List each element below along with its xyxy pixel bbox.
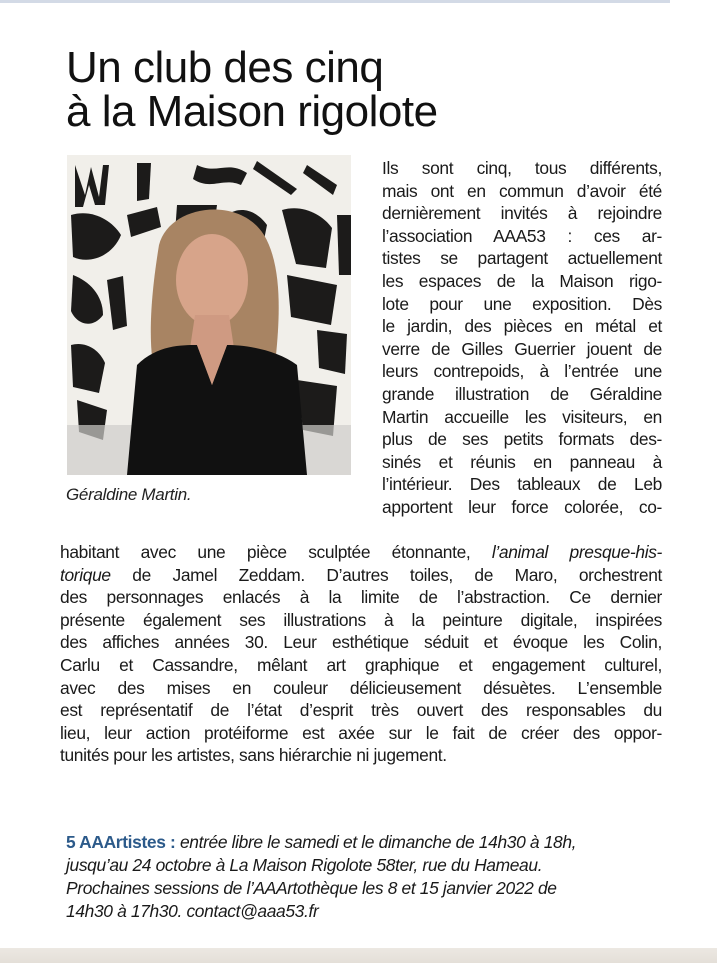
body-line: présente également ses illustrations à la peinture digitale, inspirées (60, 609, 662, 630)
body-line: Martin accueille les visiteurs, en (382, 406, 662, 427)
body-line: tistes se partagent actuellement (382, 248, 662, 269)
info-line-contact: 14h30 à 17h30. contact@aaa53.fr (66, 901, 319, 921)
body-line: Ils sont cinq, tous différents, (382, 158, 662, 178)
event-info (66, 831, 686, 923)
photo-caption: Géraldine Martin. (66, 485, 192, 504)
body-line: est représentatif de l’état d’esprit très ouvert des responsables du (60, 700, 662, 721)
body-line: l’intérieur. Des tableaux de Leb (382, 474, 662, 495)
body-line: avec des mises en couleur délicieusement désuètes. L’ensemble (60, 677, 662, 698)
body-line: les espaces de la Maison rigo- (382, 270, 662, 291)
body-line: verre de Gilles Guerrier jouent de (382, 338, 662, 359)
body-line: mais ont en commun d’avoir été (382, 180, 662, 201)
portrait-illustration (67, 155, 351, 475)
body-line: dernièrement invités à rejoindre (382, 203, 662, 224)
body-line: des affiches années 30. Leur esthétique séduit et évoque les Colin, (60, 632, 662, 653)
body-line: tunités pour les artistes, sans hiérarchie ni jugement. (60, 745, 447, 766)
body-text-segment: habitant avec une pièce sculptée étonnante, (60, 542, 492, 562)
artwork-title: l’animal presque-his- (491, 542, 662, 562)
top-rule (0, 0, 670, 3)
body-line (60, 564, 662, 587)
article-body-full (60, 541, 662, 767)
body-line: Carlu et Cassandre, mêlant art graphique et engagement culturel, (60, 654, 662, 675)
body-line: grande illustration de Géraldine (382, 383, 662, 404)
body-line: lote pour une exposition. Dès (382, 293, 662, 314)
info-line: Prochaines sessions de l’AAArtothèque les 8 et 15 janvier 2022 de (66, 878, 557, 898)
info-lead: 5 AAArtistes : (66, 832, 176, 852)
body-line: plus de ses petits formats des- (382, 429, 662, 450)
body-line: sinés et réunis en panneau à (382, 451, 662, 472)
headline-line-1: Un club des cinq (66, 43, 384, 92)
body-line: le jardin, des pièces en métal et (382, 316, 662, 337)
headline-line-2: à la Maison rigolote (66, 87, 438, 136)
portrait-photo (67, 155, 351, 475)
body-line: l’association AAA53 : ces ar- (382, 225, 662, 246)
artwork-title-cont: torique (60, 564, 111, 585)
body-line: leurs contrepoids, à l’entrée une (382, 361, 662, 382)
article-body-column (382, 157, 662, 519)
body-line: apportent leur force colorée, co- (382, 496, 662, 517)
headline (66, 43, 438, 136)
info-detail: entrée libre le samedi et le dimanche de 14h30 à 18h, (175, 832, 577, 852)
info-line (66, 831, 686, 854)
info-line: jusqu’au 24 octobre à La Maison Rigolote 58ter, rue du Hameau. (66, 855, 543, 875)
body-line: des personnages enlacés à la limite de l’abstraction. Ce dernier (60, 587, 662, 608)
page-bottom-edge (0, 948, 717, 963)
body-text-segment: de Jamel Zeddam. D’autres toiles, de Maro, orchestrent (110, 564, 662, 585)
body-line (60, 541, 662, 564)
body-line: lieu, leur action protéiforme est axée sur le fait de créer des oppor- (60, 722, 662, 743)
